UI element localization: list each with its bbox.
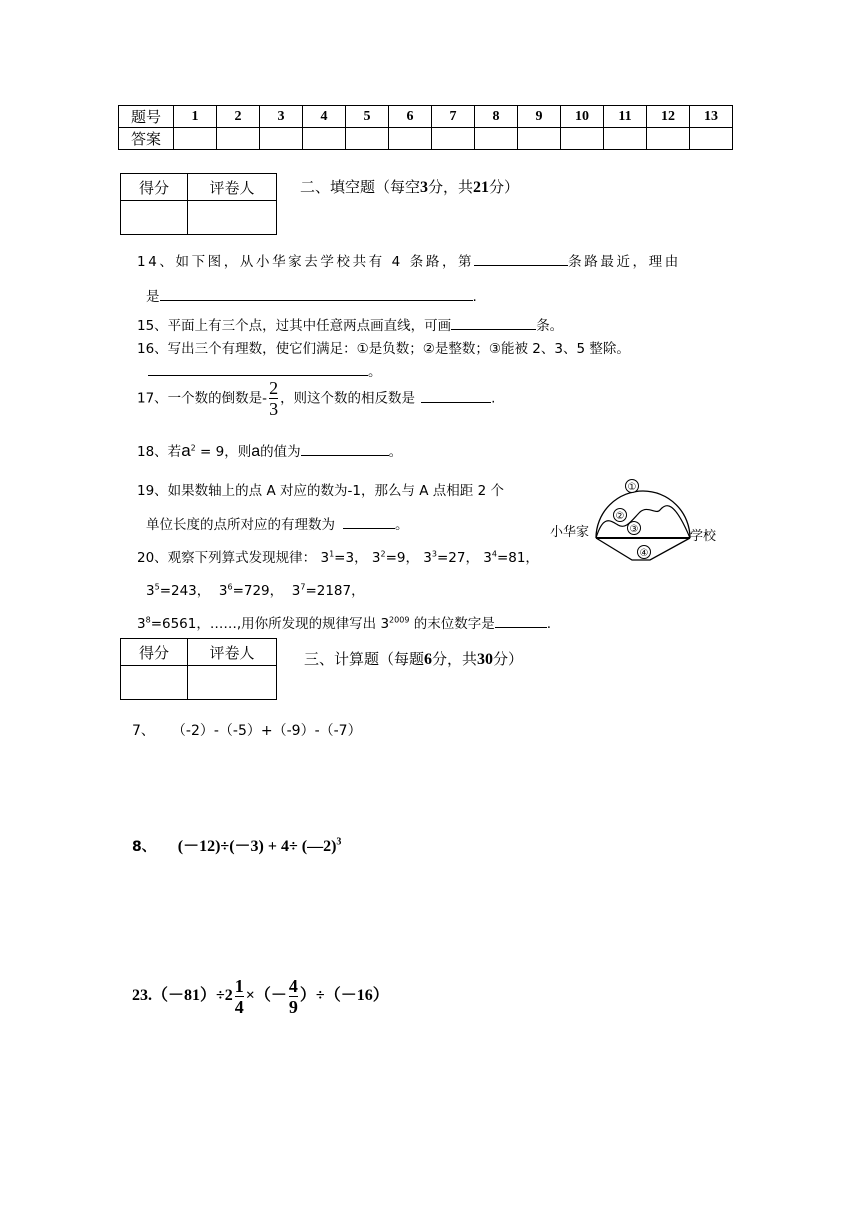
question-number-cell: 1 xyxy=(174,106,217,128)
answer-blank[interactable] xyxy=(343,514,395,529)
grader-label: 评卷人 xyxy=(188,174,277,201)
grader-label: 评卷人 xyxy=(188,639,277,666)
answer-table-head-answer: 答案 xyxy=(119,128,174,150)
score-cell[interactable] xyxy=(121,666,188,700)
question-14-line1: 14、如下图，从小华家去学校共有 4 条路，第 条路最近，理由 xyxy=(137,250,681,270)
answer-blank[interactable] xyxy=(301,441,389,456)
question-19-line1: 19、如果数轴上的点 A 对应的数为-1，那么与 A 点相距 2 个 xyxy=(137,483,504,499)
question-number-cell: 11 xyxy=(604,106,647,128)
calc-question-7: 7、 （-2）-（-5）+（-9）-（-7） xyxy=(132,723,362,739)
answer-cell[interactable] xyxy=(690,128,733,150)
route-1-arc xyxy=(596,491,690,538)
route-2-label: ② xyxy=(615,511,625,522)
score-label: 得分 xyxy=(121,174,188,201)
question-18: 18、若$a^2 = 9$，则a的值为 。 xyxy=(137,441,403,460)
answer-cell[interactable] xyxy=(217,128,260,150)
answer-cell[interactable] xyxy=(518,128,561,150)
answer-cell[interactable] xyxy=(260,128,303,150)
fraction: $\frac{4}{9}$ xyxy=(288,976,298,1017)
answer-blank[interactable] xyxy=(474,251,568,266)
answer-cell[interactable] xyxy=(647,128,690,150)
grader-cell[interactable] xyxy=(188,666,277,700)
answer-table-head-number: 题号 xyxy=(119,106,174,128)
question-number-cell: 12 xyxy=(647,106,690,128)
section2-score-box xyxy=(120,173,277,235)
question-number-cell: 2 xyxy=(217,106,260,128)
answer-table xyxy=(118,105,733,150)
question-number-cell: 3 xyxy=(260,106,303,128)
mixed-fraction: $\frac{1}{4}$ xyxy=(234,976,244,1017)
route-4-label: ④ xyxy=(639,548,649,559)
answer-cell[interactable] xyxy=(475,128,518,150)
route-1-label: ① xyxy=(627,482,637,493)
answer-blank[interactable] xyxy=(451,315,536,330)
question-20-line3: $3^8=6561$，……,用你所发现的规律写出 $3^{2009}$ 的末位数字是 . xyxy=(137,612,551,632)
question-16-answer-line: 。 xyxy=(148,360,382,380)
score-label: 得分 xyxy=(121,639,188,666)
answer-cell[interactable] xyxy=(389,128,432,150)
route-figure xyxy=(548,470,724,568)
question-20-line2: $3^5=243$， $3^6=729$， $3^7=2187$， xyxy=(146,582,365,599)
question-16: 16、写出三个有理数，使它们满足：①是负数；②是整数；③能被 2、3、5 整除。 xyxy=(137,341,630,357)
answer-blank[interactable] xyxy=(148,361,368,376)
school-label: 学校 xyxy=(690,529,717,544)
question-number-cell: 10 xyxy=(561,106,604,128)
calc-question-23: 23.（－81）÷2 $\frac{1}{4}$ ×（－ $\frac{4}{9}$ ）÷（－16） xyxy=(132,976,389,1017)
answer-cell[interactable] xyxy=(174,128,217,150)
answer-blank[interactable] xyxy=(421,388,491,403)
question-number-cell: 7 xyxy=(432,106,475,128)
fraction: $\frac{2}{3}$ xyxy=(269,378,279,419)
question-number-cell: 9 xyxy=(518,106,561,128)
question-number-cell: 5 xyxy=(346,106,389,128)
section2-title: 二、填空题（每空3分，共21分） xyxy=(300,178,520,196)
answer-cell[interactable] xyxy=(346,128,389,150)
route-3-label: ③ xyxy=(629,524,639,535)
home-label: 小华家 xyxy=(550,525,590,540)
question-number-cell: 4 xyxy=(303,106,346,128)
answer-cell[interactable] xyxy=(604,128,647,150)
answer-blank[interactable] xyxy=(495,613,547,628)
answer-cell[interactable] xyxy=(432,128,475,150)
question-number-cell: 8 xyxy=(475,106,518,128)
section3-title: 三、计算题（每题6分，共30分） xyxy=(304,650,524,668)
question-14-line2: 是 . xyxy=(146,285,477,305)
question-19-line2: 单位长度的点所对应的有理数为 。 xyxy=(146,513,409,533)
grader-cell[interactable] xyxy=(188,201,277,235)
answer-table-row-numbers xyxy=(119,106,733,128)
question-number-cell: 6 xyxy=(389,106,432,128)
question-17: 17、一个数的倒数是- $\frac{2}{3}$ ，则这个数的相反数是 . xyxy=(137,378,496,419)
question-number-cell: 13 xyxy=(690,106,733,128)
answer-cell[interactable] xyxy=(561,128,604,150)
route-2-curve xyxy=(596,506,690,538)
section3-score-box xyxy=(120,638,277,700)
score-cell[interactable] xyxy=(121,201,188,235)
calc-question-8: 8、 (－12)÷(－3) + 4÷ (—2)$^3$ xyxy=(132,836,342,855)
question-15: 15、平面上有三个点，过其中任意两点画直线，可画 条。 xyxy=(137,314,563,334)
question-20-line1: 20、观察下列算式发现规律： $3^1=3$， $3^2=9$， $3^3=27$， $3^4=81$， xyxy=(137,549,539,566)
answer-cell[interactable] xyxy=(303,128,346,150)
answer-blank[interactable] xyxy=(160,286,473,301)
answer-table-row-answers xyxy=(119,128,733,150)
